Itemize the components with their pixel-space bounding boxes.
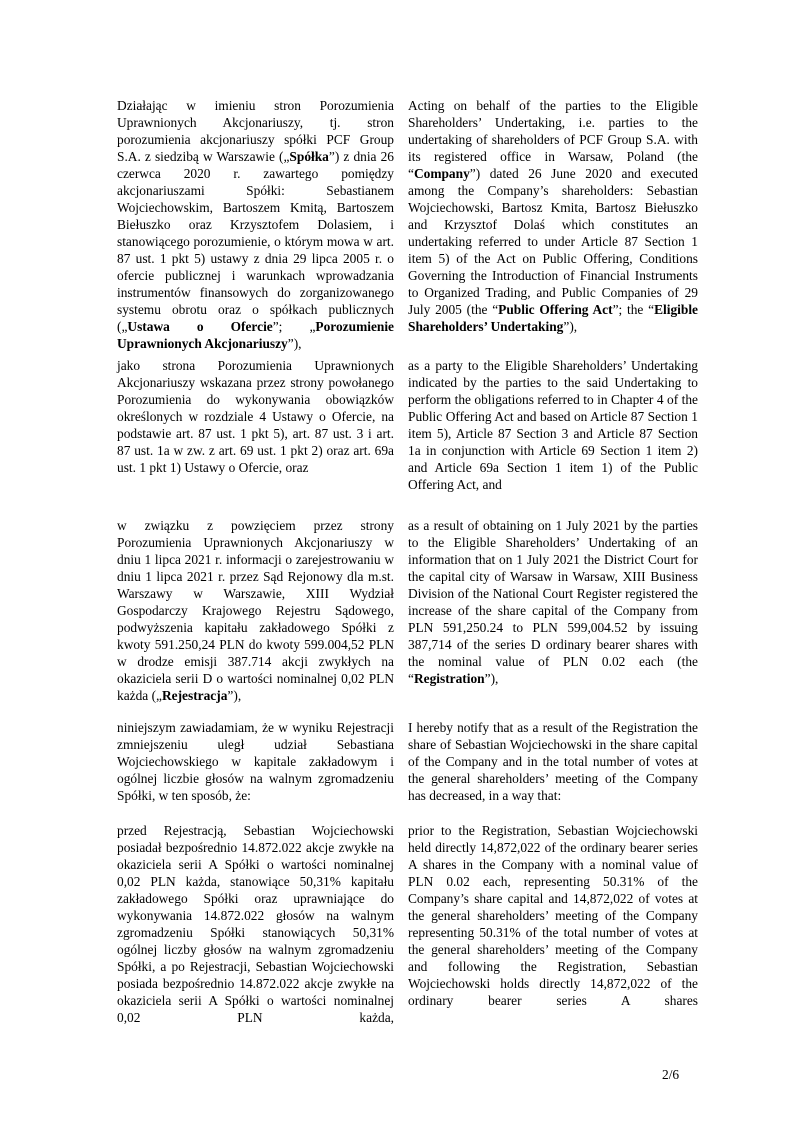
paragraph-english bbox=[408, 97, 698, 352]
text: ”), bbox=[563, 319, 578, 334]
text: w związku z powzięciem przez strony Porozumienia Uprawnionych Akcjonariuszy w dniu 1 lipca 2021 r. informacji o zarejestrowaniu w dniu 1 lipca 2021 r. przez Sąd Rejonowy dla m.st. Warszawy w Warszawie, XIII Wydział Gospodarczy Krajowego Rejestru Sądowego, podwyższenia kapitału zakładowego Spółki z kwoty 591.250,24 PLN do kwoty 599.004,52 PLN w drodze emisji 387.714 akcji zwykłych na okaziciela serii D o wartości nominalnej 0,02 PLN każda („ bbox=[117, 518, 394, 703]
text: ”; the “ bbox=[612, 302, 655, 317]
text: prior to the Registration, Sebastian Wojciechowski held directly 14,872,022 of the ordinary bearer series A shares in the Company with a nominal value of PLN 0.02 each, representing 50.31% of the Company’s share capital and 14,872,022 of votes at the general shareholders’ meeting of the Company representing 50.31% of the total number of votes at the general shareholders’ meeting of the Company and following the Registration, Sebastian Wojciechowski holds directly 14,872,022 of the ordinary bearer series A shares bbox=[408, 823, 698, 1008]
defined-term: Rejestracja bbox=[161, 688, 228, 703]
text: przed Rejestracją, Sebastian Wojciechowski posiadał bezpośrednio 14.872.022 akcje zwykłe na okaziciela serii A Spółki o wartości nominalnej 0,02 PLN każda, stanowiące 50,31% kapitału zakładowego Spółki oraz uprawniające do wykonywania 14.872.022 głosów na walnym zgromadzeniu Spółki stanowiących 50,31% ogólnej liczby głosów na walnym zgromadzeniu Spółki, a po Rejestracji, Sebastian Wojciechowski posiada bezpośrednio 14.872.022 akcje zwykłe na okaziciela serii A Spółki o wartości nominalnej 0,02 PLN każda, bbox=[117, 823, 394, 1025]
paragraph-english bbox=[408, 517, 698, 704]
defined-term: Public Offering Act bbox=[498, 302, 613, 317]
text: ”), bbox=[287, 336, 302, 351]
defined-term: Spółka bbox=[289, 149, 329, 164]
defined-term: Company bbox=[413, 166, 470, 181]
text: ”) dated 26 June 2020 and executed among the Company’s shareholders: Sebastian Wojciechowski, Bartosz Kmita, Bartosz Biełuszko and Krzysztof Dolaś which constitutes an undertaking referred to under Article 87 Section 1 item 5) of the Act on Public Offering, Conditions Governing the Introduction of Financial Instruments to Organized Trading, and Public Companies of 29 July 2005 (the “ bbox=[408, 166, 698, 317]
paragraph-row-registration bbox=[117, 517, 698, 704]
paragraph-row-notification bbox=[117, 719, 698, 804]
text: Acting on behalf of the parties to the Eligible Shareholders’ Undertaking, i.e. parties to the undertaking of shareholders of PCF Group S.A. with its registered office in Warsaw, Poland (the “ bbox=[408, 98, 698, 181]
text: Działając w imieniu stron Porozumienia Uprawnionych Akcjonariuszy, tj. stron porozumienia akcjonariuszy spółki PCF Group S.A. z siedzibą w Warszawie („ bbox=[117, 98, 394, 164]
text: I hereby notify that as a result of the Registration the share of Sebastian Wojciechowski in the share capital of the Company and in the total number of votes at the general shareholders’ meeting of the Company has decreased, in a way that: bbox=[408, 720, 698, 803]
paragraph-polish bbox=[117, 97, 394, 352]
text: ”; „ bbox=[272, 319, 316, 334]
paragraph-polish bbox=[117, 719, 394, 804]
paragraph-english bbox=[408, 357, 698, 493]
paragraph-row-shareholding bbox=[117, 822, 698, 1026]
text: as a party to the Eligible Shareholders’ Undertaking indicated by the parties to the said Undertaking to perform the obligations referred to in Chapter 4 of the Public Offering Act and based on Article 87 Section 1 item 5), Article 87 Section 3 and Article 87 Section 1a in conjunction with Article 69 Section 1 item 2) and Article 69a Section 1 item 1) of the Public Offering Act, and bbox=[408, 358, 698, 492]
text: as a result of obtaining on 1 July 2021 by the parties to the Eligible Shareholders’ Undertaking of an information that on 1 July 2021 the District Court for the capital city of Warsaw in Warsaw, XIII Business Division of the National Court Register registered the increase of the share capital of the Company from PLN 591,250.24 to PLN 599,004.52 by issuing 387,714 of the series D ordinary bearer shares with the nominal value of PLN 0.02 each (the “ bbox=[408, 518, 698, 686]
page-number: 2/6 bbox=[662, 1067, 680, 1082]
paragraph-row-intro bbox=[117, 97, 698, 352]
defined-term: Porozumienie Uprawnionych Akcjonariuszy bbox=[117, 319, 394, 351]
defined-term: Eligible Shareholders’ Undertaking bbox=[408, 302, 698, 334]
text: ”), bbox=[227, 688, 242, 703]
paragraph-polish bbox=[117, 517, 394, 704]
paragraph-polish bbox=[117, 822, 394, 1026]
paragraph-polish bbox=[117, 357, 394, 493]
text: ”), bbox=[484, 671, 499, 686]
defined-term: Ustawa o Ofercie bbox=[127, 319, 273, 334]
paragraph-english bbox=[408, 822, 698, 1026]
text: ”) z dnia 26 czerwca 2020 r. zawartego pomiędzy akcjonariuszami Spółki: Sebastianem Wojciechowskim, Bartoszem Kmitą, Bartoszem Biełuszko oraz Krzysztofem Dolasiem, i stanowiącego porozumienie, o którym mowa w art. 87 ust. 1 pkt 5) ustawy z dnia 29 lipca 2005 r. o ofercie publicznej i warunkach wprowadzania instrumentów finansowych do zorganizowanego systemu obrotu oraz o spółkach publicznych („ bbox=[117, 149, 394, 334]
text: niniejszym zawiadamiam, że w wyniku Rejestracji zmniejszeniu uległ udział Sebastiana Wojciechowskiego w kapitale zakładowym i ogólnej liczbie głosów na walnym zgromadzeniu Spółki, w ten sposób, że: bbox=[117, 720, 394, 803]
paragraph-english bbox=[408, 719, 698, 804]
text: jako strona Porozumienia Uprawnionych Akcjonariuszy wskazana przez strony powołanego Porozumienia do wykonywania obowiązków określonych w rozdziale 4 Ustawy o Ofercie, na podstawie art. 87 ust. 1 pkt 5), art. 87 ust. 3 i art. 87 ust. 1a w zw. z art. 69 ust. 1 pkt 2) oraz art. 69a ust. 1 pkt 1) Ustawy o Ofercie, oraz bbox=[117, 358, 394, 475]
defined-term: Registration bbox=[413, 671, 485, 686]
paragraph-row-party bbox=[117, 357, 698, 493]
